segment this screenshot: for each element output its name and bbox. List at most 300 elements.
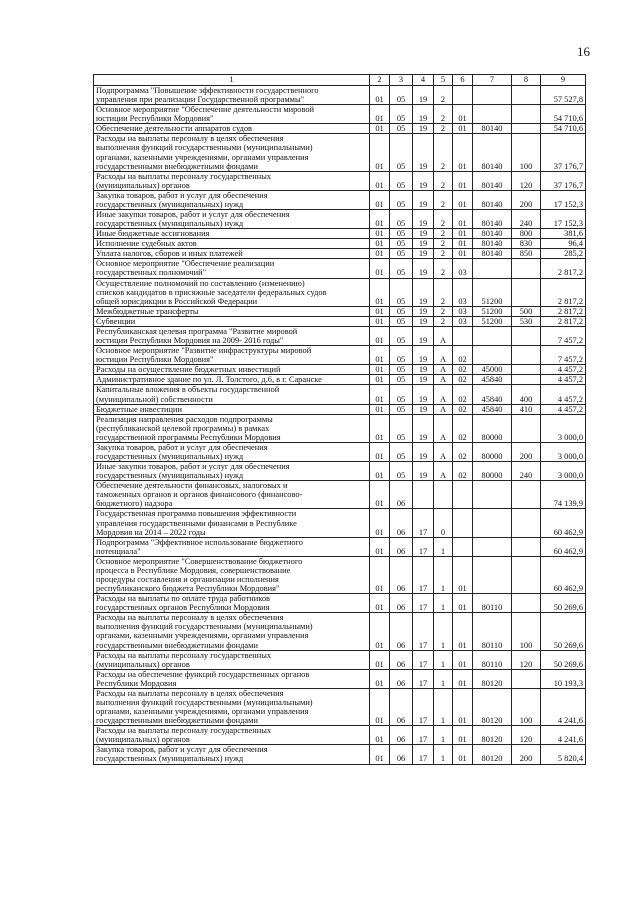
direction-code: 80110 — [473, 613, 512, 650]
expense-type-code — [512, 375, 541, 385]
amount: 60 462,9 — [541, 556, 586, 593]
subsection-code: 05 — [390, 105, 413, 124]
program-code: 17 — [413, 594, 434, 613]
table-row — [94, 462, 586, 481]
expense-type-code — [512, 481, 541, 509]
amount: 50 269,6 — [541, 613, 586, 650]
row-name: Основное мероприятие "Совершенствование бюджетного процесса в Республике Мордовия, совершенствование процедуры составления и организации исполнения республиканского бюджета Республики Мордовия" — [94, 556, 370, 593]
section-code: 01 — [370, 190, 390, 209]
subsection-code: 05 — [390, 278, 413, 306]
section-code: 01 — [370, 669, 390, 688]
table-row — [94, 594, 586, 613]
subprogram-code: 1 — [434, 726, 453, 745]
direction-code — [473, 346, 512, 365]
subsection-code: 05 — [390, 442, 413, 461]
section-code: 01 — [370, 688, 390, 725]
row-name: Осуществление полномочий по составлению (изменению) списков кандидатов в присяжные заседатели федеральных судов общей юрисдикции в Российской Федерации — [94, 278, 370, 306]
program-code: 19 — [413, 124, 434, 134]
table-row — [94, 249, 586, 259]
subprogram-code: А — [434, 365, 453, 375]
direction-code — [473, 537, 512, 556]
table-row — [94, 688, 586, 725]
section-code: 01 — [370, 537, 390, 556]
amount: 96,4 — [541, 239, 586, 249]
table-body — [94, 86, 586, 765]
amount: 3 000,0 — [541, 462, 586, 481]
amount: 285,2 — [541, 249, 586, 259]
table-row — [94, 726, 586, 745]
event-code: 01 — [453, 190, 473, 209]
expense-type-code: 120 — [512, 171, 541, 190]
expense-type-code: 120 — [512, 650, 541, 669]
section-code: 01 — [370, 306, 390, 316]
subsection-code: 05 — [390, 124, 413, 134]
subprogram-code — [434, 481, 453, 509]
direction-code — [473, 86, 512, 105]
page-number: 16 — [577, 44, 590, 59]
row-name: Бюджетные инвестиции — [94, 404, 370, 414]
subsection-code: 06 — [390, 509, 413, 537]
event-code: 01 — [453, 239, 473, 249]
expense-type-code — [512, 105, 541, 124]
expense-type-code: 500 — [512, 306, 541, 316]
row-name: Капитальные вложения в объекты государственной (муниципальной) собственности — [94, 385, 370, 404]
row-name: Расходы на выплаты персоналу государственных (муниципальных) органов — [94, 171, 370, 190]
row-name: Основное мероприятие "Обеспечение деятельности мировой юстиции Республики Мордовия" — [94, 105, 370, 124]
event-code: 02 — [453, 404, 473, 414]
column-header-5: 5 — [434, 75, 453, 86]
event-code: 01 — [453, 650, 473, 669]
subsection-code: 06 — [390, 537, 413, 556]
direction-code — [473, 509, 512, 537]
row-name: Основное мероприятие "Обеспечение реализации государственных полномочий" — [94, 259, 370, 278]
column-header-2: 2 — [370, 75, 390, 86]
table-row — [94, 239, 586, 249]
subsection-code: 05 — [390, 306, 413, 316]
table-row — [94, 124, 586, 134]
direction-code: 80120 — [473, 726, 512, 745]
subsection-code: 06 — [390, 669, 413, 688]
amount: 4 241,6 — [541, 726, 586, 745]
direction-code: 80110 — [473, 650, 512, 669]
table-row — [94, 229, 586, 239]
program-code: 19 — [413, 229, 434, 239]
direction-code: 80140 — [473, 134, 512, 171]
section-code: 01 — [370, 375, 390, 385]
row-name: Закупка товаров, работ и услуг для обеспечения государственных (муниципальных) нужд — [94, 190, 370, 209]
subprogram-code: 2 — [434, 210, 453, 229]
expense-type-code — [512, 365, 541, 375]
program-code: 19 — [413, 86, 434, 105]
program-code: 19 — [413, 239, 434, 249]
table-row — [94, 669, 586, 688]
row-name: Расходы на выплаты персоналу в целях обеспечения выполнения функций государственными (муниципальными) органами, казенными учреждениями, органами управления государственными внебюджетными фондами — [94, 688, 370, 725]
event-code: 01 — [453, 105, 473, 124]
section-code: 01 — [370, 346, 390, 365]
event-code: 02 — [453, 414, 473, 442]
event-code: 01 — [453, 210, 473, 229]
subprogram-code: 2 — [434, 134, 453, 171]
expense-type-code: 240 — [512, 462, 541, 481]
subsection-code: 05 — [390, 316, 413, 326]
subsection-code: 05 — [390, 210, 413, 229]
amount: 37 176,7 — [541, 134, 586, 171]
direction-code: 80140 — [473, 190, 512, 209]
subprogram-code: 2 — [434, 190, 453, 209]
amount: 7 457,2 — [541, 346, 586, 365]
section-code: 01 — [370, 404, 390, 414]
subsection-code: 05 — [390, 86, 413, 105]
event-code: 01 — [453, 249, 473, 259]
program-code: 19 — [413, 404, 434, 414]
row-name: Расходы на выплаты персоналу государственных (муниципальных) органов — [94, 650, 370, 669]
row-name: Иные закупки товаров, работ и услуг для обеспечения государственных (муниципальных) нужд — [94, 210, 370, 229]
amount: 57 527,8 — [541, 86, 586, 105]
expense-type-code — [512, 124, 541, 134]
event-code: 02 — [453, 385, 473, 404]
row-name: Иные бюджетные ассигнования — [94, 229, 370, 239]
expense-type-code — [512, 509, 541, 537]
table-row — [94, 306, 586, 316]
table-row — [94, 259, 586, 278]
subsection-code: 05 — [390, 259, 413, 278]
section-code: 01 — [370, 316, 390, 326]
expense-type-code — [512, 669, 541, 688]
subprogram-code: 1 — [434, 613, 453, 650]
budget-table — [93, 74, 586, 765]
program-code: 19 — [413, 375, 434, 385]
program-code: 19 — [413, 462, 434, 481]
table-row — [94, 375, 586, 385]
amount: 50 269,6 — [541, 650, 586, 669]
section-code: 01 — [370, 86, 390, 105]
subsection-code: 06 — [390, 556, 413, 593]
amount: 381,6 — [541, 229, 586, 239]
event-code: 01 — [453, 171, 473, 190]
expense-type-code: 200 — [512, 190, 541, 209]
table-row — [94, 365, 586, 375]
table-row — [94, 509, 586, 537]
direction-code: 80140 — [473, 249, 512, 259]
direction-code: 80140 — [473, 124, 512, 134]
event-code: 01 — [453, 726, 473, 745]
expense-type-code: 830 — [512, 239, 541, 249]
table-row — [94, 210, 586, 229]
amount: 60 462,9 — [541, 537, 586, 556]
subsection-code: 05 — [390, 414, 413, 442]
row-name: Обеспечение деятельности аппаратов судов — [94, 124, 370, 134]
program-code: 17 — [413, 650, 434, 669]
expense-type-code: 200 — [512, 442, 541, 461]
section-code: 01 — [370, 249, 390, 259]
program-code — [413, 481, 434, 509]
direction-code: 80140 — [473, 229, 512, 239]
event-code: 01 — [453, 124, 473, 134]
section-code: 01 — [370, 726, 390, 745]
program-code: 19 — [413, 278, 434, 306]
subsection-code: 05 — [390, 134, 413, 171]
section-code: 01 — [370, 278, 390, 306]
section-code: 01 — [370, 613, 390, 650]
direction-code — [473, 326, 512, 345]
expense-type-code: 850 — [512, 249, 541, 259]
subsection-code: 05 — [390, 385, 413, 404]
section-code: 01 — [370, 745, 390, 764]
subsection-code: 06 — [390, 688, 413, 725]
expense-type-code: 200 — [512, 745, 541, 764]
subprogram-code: А — [434, 442, 453, 461]
subprogram-code: 1 — [434, 745, 453, 764]
event-code: 01 — [453, 669, 473, 688]
amount: 54 710,6 — [541, 124, 586, 134]
program-code: 19 — [413, 414, 434, 442]
program-code: 19 — [413, 249, 434, 259]
row-name: Обеспечение деятельности финансовых, налоговых и таможенных органов и органов финансового (финансово- бюджетного) надзора — [94, 481, 370, 509]
section-code: 01 — [370, 171, 390, 190]
amount: 4 457,2 — [541, 404, 586, 414]
section-code: 01 — [370, 594, 390, 613]
expense-type-code — [512, 556, 541, 593]
table-row — [94, 481, 586, 509]
table-row — [94, 86, 586, 105]
amount: 17 152,3 — [541, 190, 586, 209]
program-code: 19 — [413, 259, 434, 278]
subsection-code: 05 — [390, 171, 413, 190]
amount: 60 462,9 — [541, 509, 586, 537]
direction-code — [473, 556, 512, 593]
table-row — [94, 650, 586, 669]
amount: 10 193,3 — [541, 669, 586, 688]
section-code: 01 — [370, 210, 390, 229]
expense-type-code: 100 — [512, 613, 541, 650]
amount: 4 457,2 — [541, 365, 586, 375]
subsection-code: 06 — [390, 726, 413, 745]
amount: 7 457,2 — [541, 326, 586, 345]
table-row — [94, 442, 586, 461]
subprogram-code: 2 — [434, 171, 453, 190]
subprogram-code: А — [434, 346, 453, 365]
program-code: 17 — [413, 537, 434, 556]
direction-code — [473, 259, 512, 278]
event-code: 01 — [453, 594, 473, 613]
expense-type-code — [512, 594, 541, 613]
event-code: 02 — [453, 462, 473, 481]
direction-code — [473, 481, 512, 509]
amount: 3 000,0 — [541, 442, 586, 461]
event-code — [453, 86, 473, 105]
expense-type-code: 100 — [512, 134, 541, 171]
program-code: 19 — [413, 171, 434, 190]
expense-type-code: 400 — [512, 385, 541, 404]
section-code: 01 — [370, 239, 390, 249]
amount: 74 139,9 — [541, 481, 586, 509]
event-code: 01 — [453, 745, 473, 764]
subsection-code: 05 — [390, 462, 413, 481]
subsection-code: 06 — [390, 613, 413, 650]
row-name: Исполнение судебных актов — [94, 239, 370, 249]
event-code: 03 — [453, 306, 473, 316]
subsection-code: 06 — [390, 481, 413, 509]
direction-code: 80000 — [473, 414, 512, 442]
column-header-3: 3 — [390, 75, 413, 86]
program-code: 19 — [413, 105, 434, 124]
direction-code: 80120 — [473, 688, 512, 725]
section-code: 01 — [370, 134, 390, 171]
expense-type-code — [512, 326, 541, 345]
expense-type-code: 800 — [512, 229, 541, 239]
amount: 2 817,2 — [541, 306, 586, 316]
table-header-row — [94, 75, 586, 86]
table-row — [94, 346, 586, 365]
subprogram-code: 2 — [434, 239, 453, 249]
event-code: 01 — [453, 556, 473, 593]
expense-type-code: 100 — [512, 688, 541, 725]
row-name: Подпрограмма "Эффективное использование бюджетного потенциала" — [94, 537, 370, 556]
expense-type-code — [512, 259, 541, 278]
row-name: Расходы на выплаты персоналу в целях обеспечения выполнения функций государственными (муниципальными) органами, казенными учреждениями, органами управления государственными внебюджетными фондами — [94, 134, 370, 171]
table-row — [94, 316, 586, 326]
event-code — [453, 537, 473, 556]
subprogram-code: 2 — [434, 105, 453, 124]
amount: 4 457,2 — [541, 385, 586, 404]
table-row — [94, 278, 586, 306]
table-row — [94, 414, 586, 442]
subsection-code: 05 — [390, 239, 413, 249]
program-code: 17 — [413, 556, 434, 593]
subsection-code: 05 — [390, 190, 413, 209]
subprogram-code: 2 — [434, 306, 453, 316]
subsection-code: 05 — [390, 229, 413, 239]
subprogram-code: 1 — [434, 537, 453, 556]
subsection-code: 05 — [390, 375, 413, 385]
event-code — [453, 509, 473, 537]
subprogram-code: 2 — [434, 124, 453, 134]
program-code: 19 — [413, 326, 434, 345]
program-code: 19 — [413, 134, 434, 171]
subsection-code: 05 — [390, 326, 413, 345]
event-code: 02 — [453, 365, 473, 375]
event-code: 01 — [453, 688, 473, 725]
table-row — [94, 326, 586, 345]
subsection-code: 05 — [390, 365, 413, 375]
direction-code: 51200 — [473, 278, 512, 306]
subprogram-code: 2 — [434, 229, 453, 239]
program-code: 19 — [413, 306, 434, 316]
subprogram-code: 2 — [434, 86, 453, 105]
subprogram-code: 2 — [434, 316, 453, 326]
row-name: Межбюджетные трансферты — [94, 306, 370, 316]
subprogram-code: 2 — [434, 249, 453, 259]
expense-type-code — [512, 414, 541, 442]
row-name: Расходы на осуществление бюджетных инвестиций — [94, 365, 370, 375]
program-code: 19 — [413, 190, 434, 209]
subprogram-code: 2 — [434, 259, 453, 278]
table-row — [94, 105, 586, 124]
expense-type-code — [512, 278, 541, 306]
expense-type-code — [512, 537, 541, 556]
table-row — [94, 556, 586, 593]
row-name: Расходы на выплаты персоналу в целях обеспечения выполнения функций государственными (муниципальными) органами, казенными учреждениями, органами управления государственными внебюджетными фондами — [94, 613, 370, 650]
program-code: 19 — [413, 365, 434, 375]
program-code: 17 — [413, 726, 434, 745]
direction-code: 80140 — [473, 239, 512, 249]
row-name: Республиканская целевая программа "Развитие мировой юстиции Республики Мордовия на 2009- 2016 годы" — [94, 326, 370, 345]
subprogram-code: А — [434, 326, 453, 345]
event-code: 01 — [453, 134, 473, 171]
table-row — [94, 171, 586, 190]
event-code: 03 — [453, 278, 473, 306]
table-row — [94, 134, 586, 171]
section-code: 01 — [370, 442, 390, 461]
table-row — [94, 745, 586, 764]
event-code: 01 — [453, 229, 473, 239]
amount: 2 817,2 — [541, 316, 586, 326]
table-row — [94, 404, 586, 414]
amount: 3 000,0 — [541, 414, 586, 442]
event-code: 02 — [453, 375, 473, 385]
event-code — [453, 481, 473, 509]
event-code: 02 — [453, 346, 473, 365]
section-code: 01 — [370, 509, 390, 537]
section-code: 01 — [370, 365, 390, 375]
subprogram-code: А — [434, 385, 453, 404]
section-code: 01 — [370, 556, 390, 593]
section-code: 01 — [370, 229, 390, 239]
direction-code: 45000 — [473, 365, 512, 375]
section-code: 01 — [370, 650, 390, 669]
section-code: 01 — [370, 105, 390, 124]
direction-code — [473, 105, 512, 124]
subprogram-code: 1 — [434, 669, 453, 688]
direction-code: 80120 — [473, 669, 512, 688]
expense-type-code: 240 — [512, 210, 541, 229]
subprogram-code: 1 — [434, 594, 453, 613]
amount: 2 817,2 — [541, 278, 586, 306]
subsection-code: 06 — [390, 650, 413, 669]
event-code: 03 — [453, 316, 473, 326]
expense-type-code: 530 — [512, 316, 541, 326]
row-name: Государственная программа повышения эффективности управления государственными финансами в Республике Мордовия на 2014 – 2022 годы — [94, 509, 370, 537]
column-header-7: 7 — [473, 75, 512, 86]
amount: 5 820,4 — [541, 745, 586, 764]
column-header-9: 9 — [541, 75, 586, 86]
event-code: 01 — [453, 613, 473, 650]
column-header-1: 1 — [94, 75, 370, 86]
row-name: Расходы на выплаты персоналу государственных (муниципальных) органов — [94, 726, 370, 745]
subprogram-code: 1 — [434, 556, 453, 593]
row-name: Основное мероприятие "Развитие инфраструктуры мировой юстиции Республики Мордовия" — [94, 346, 370, 365]
column-header-4: 4 — [413, 75, 434, 86]
amount: 54 710,6 — [541, 105, 586, 124]
amount: 2 817,2 — [541, 259, 586, 278]
subprogram-code: 1 — [434, 688, 453, 725]
amount: 17 152,3 — [541, 210, 586, 229]
event-code: 03 — [453, 259, 473, 278]
column-header-8: 8 — [512, 75, 541, 86]
row-name: Подпрограмма "Повышение эффективности государственного управления при реализации Государственной программы" — [94, 86, 370, 105]
subsection-code: 05 — [390, 249, 413, 259]
subsection-code: 06 — [390, 745, 413, 764]
row-name: Субвенции — [94, 316, 370, 326]
program-code: 19 — [413, 210, 434, 229]
section-code: 01 — [370, 259, 390, 278]
row-name: Закупка товаров, работ и услуг для обеспечения государственных (муниципальных) нужд — [94, 442, 370, 461]
program-code: 19 — [413, 385, 434, 404]
program-code: 17 — [413, 688, 434, 725]
subprogram-code: А — [434, 375, 453, 385]
direction-code: 80120 — [473, 745, 512, 764]
program-code: 17 — [413, 669, 434, 688]
